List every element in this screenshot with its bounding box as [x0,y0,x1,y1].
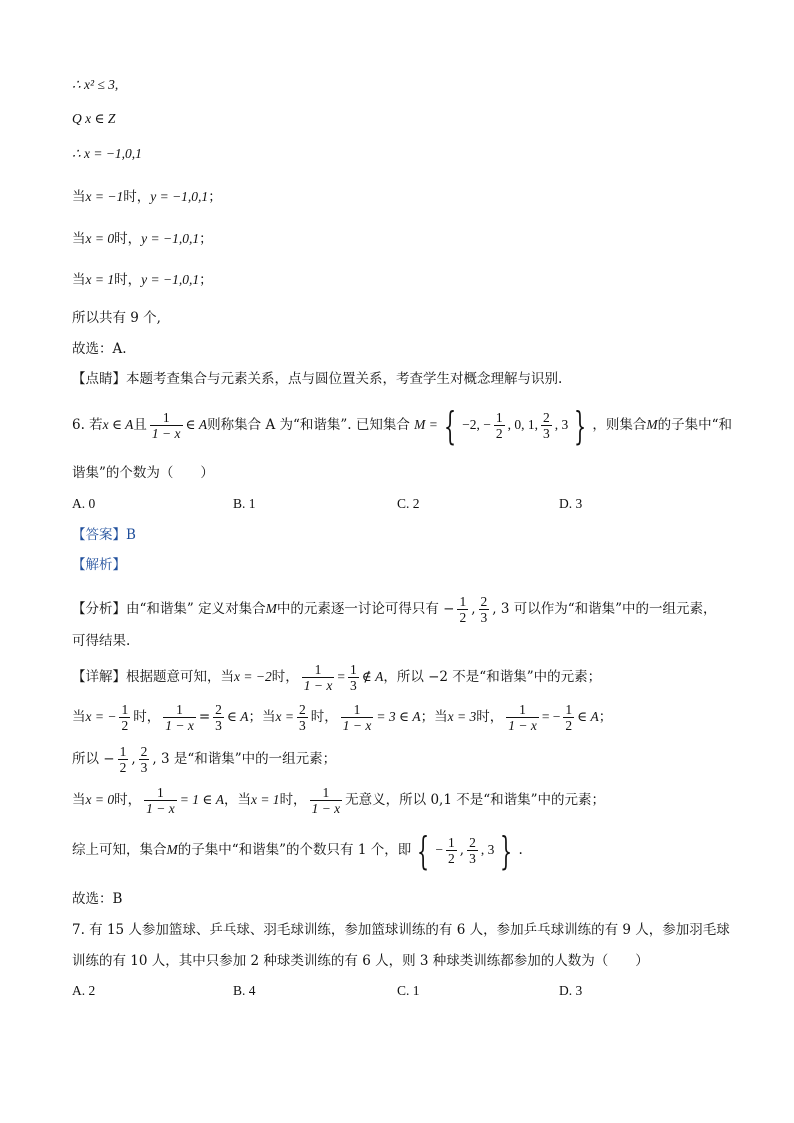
numerator: 1 [349,662,357,677]
text: ； [199,272,213,288]
denominator: 1 − x [151,426,181,441]
text: ； [199,231,213,247]
numerator: 1 [150,410,183,426]
math: x ∈ A [102,417,134,432]
numerator: 2 [299,702,306,717]
math: x = 3 [447,709,477,724]
text: ；当 [420,709,448,725]
q7-option-c[interactable]: C. 1 [397,983,420,998]
question-7-stem-line1: 7. 有 15 人参加篮球、乒乓球、羽毛球训练，参加篮球训练的有 6 人，参加乒乓球训练的有 9 人，参加羽毛球 [72,922,730,938]
math: − [435,842,444,857]
fraction [541,410,552,441]
numerator: 1 [302,662,335,678]
q7-option-b[interactable]: B. 4 [233,983,256,998]
text: 且 [133,417,147,433]
fraction [446,835,457,866]
math: y = −1,0,1 [141,231,200,246]
fraction [144,785,177,816]
q6-option-a[interactable]: A. 0 [72,496,96,511]
math: x = 1 [85,272,115,287]
right-brace: } [574,403,587,448]
text: ，则集合 [592,417,647,433]
math: x = − [85,709,117,724]
numerator: 1 [119,744,127,759]
text: 综上可知，集合 [72,842,167,858]
denominator: 3 [215,718,222,733]
denominator: 1 − x [146,801,175,816]
denominator: 1 − x [342,718,372,733]
denominator: 2 [119,760,127,775]
xiangjie-tag: 【详解】 [72,669,126,685]
fraction [302,662,335,693]
q6-xiangjie-line5: 综上可知，集合M的子集中“和谐集”的个数只有 1 个，即 { − $\frac{1}{2}$ , $\frac{2}{3}$ , 3 } . [72,828,523,873]
text: 时， [114,272,142,288]
denominator: 2 [459,610,467,625]
denominator: 2 [121,718,129,733]
text: 当 [72,272,86,288]
math: ∉ A [361,669,384,684]
text: , 3 是“和谐集”中的一组元素； [152,751,337,767]
numerator: 1 [495,410,503,425]
math: = [337,669,345,684]
derivation-line-2: Q x ∈ Z [72,111,116,126]
math: ∈ A [226,709,249,724]
math: = 3 ∈ A [376,709,421,724]
q6-fenxi-line2: 可得结果. [72,633,131,649]
fraction [494,410,505,441]
math: y = −1,0,1 [141,272,200,287]
denominator: 2 [565,718,573,733]
denominator: 3 [349,678,357,693]
q6-fenxi: 【分析】由“和谐集” 定义对集合M中的元素逐一讨论可得只有 − $\frac{1}{2}$ , $\frac{2}{3}$ , 3 可以作为“和谐集”中的一组元素， [72,594,717,625]
denominator: 3 [299,718,306,733]
q6-number: 6. 若 [72,417,103,433]
denominator: 3 [469,851,476,866]
denominator: 1 − x [303,678,333,693]
fraction [506,702,539,733]
numerator: 2 [215,702,222,717]
text: 时， [114,792,142,808]
math: x = −1 [85,189,124,204]
text: ； [208,189,222,205]
numerator: 1 [310,785,343,801]
text: 所以 − [72,751,115,767]
case-x-1 [72,271,213,289]
question-7-stem-line2: 训练的有 10 人，其中只参加 2 种球类训练的有 6 人，则 3 种球类训练都参加的人数为（ ） [72,953,649,969]
numerator: 2 [480,594,488,609]
fraction [163,702,196,733]
fraction [297,702,308,733]
right-brace: } [500,828,513,873]
text: 时， [476,709,504,725]
numerator: 1 [506,702,539,718]
q6-xiangjie-line2: 当x = − $\frac{1}{2}$ 时， $\frac{1}{1 - x}$ = $\frac{2}{3}$ ∈ A；当x = $\frac{2}{3}$ 时， $\frac{1}{1 - x}$ = 3 ∈ A；当x = 3时， $\frac{1}{1 - x}$ = − $\frac{1}{2}$ ∈ A； [72,702,613,733]
numerator: 1 [144,785,177,801]
denominator: 3 [542,426,550,441]
question-6-stem [72,405,732,446]
fraction [119,702,130,733]
text: ，当 [223,792,251,808]
text: , 3 可以作为“和谐集”中的一组元素， [492,601,717,617]
denominator: 1 − x [508,718,537,733]
text: 当 [72,231,86,247]
math: x = [275,709,294,724]
q6-option-c[interactable]: C. 2 [397,496,420,511]
numerator: 1 [459,594,467,609]
q6-xiangjie-line4 [72,782,605,818]
q6-xiangjie-line3: 所以 − $\frac{1}{2}$ , $\frac{2}{3}$ , 3 是“和谐集”中的一组元素； [72,744,337,775]
numerator: 2 [140,744,148,759]
denominator: 3 [140,760,148,775]
fraction [150,410,183,441]
text: . [518,842,523,858]
text: ，所以 −2 不是“和谐集”中的元素； [383,669,602,685]
q6-option-d[interactable]: D. 3 [559,496,583,511]
math: M = [414,417,438,432]
text: 根据题意可知，当 [126,669,234,685]
math: , 3 [480,842,495,857]
q6-option-b[interactable]: B. 1 [233,496,256,511]
fraction [213,702,224,733]
text: 由“和谐集” 定义对集合 [126,601,266,617]
math: M [646,417,658,432]
text: 时， [271,669,299,685]
math: x = −2 [234,669,272,684]
left-brace: { [443,403,457,448]
math: , 0, 1, [507,417,538,432]
numerator: 2 [469,835,476,850]
math: = 1 ∈ A [179,792,224,807]
math: y = −1,0,1 [150,189,209,204]
math: x = 1 [250,792,280,807]
q6-choose: 故选：B [72,891,123,907]
text: 无意义，所以 0,1 不是“和谐集”中的元素； [345,792,606,808]
text: 的子集中“和谐集”的个数只有 1 个，即 [177,842,412,858]
denominator: 2 [448,851,455,866]
count-line: 所以共有 9 个, [72,310,161,326]
denominator: 2 [495,426,503,441]
text: 的子集中“和 [657,417,733,433]
fraction [341,702,374,733]
fraction [479,594,490,625]
q7-option-d[interactable]: D. 3 [559,983,583,998]
numerator: 2 [542,410,550,425]
numerator: 1 [448,835,455,850]
q6-xiangjie-line1 [72,659,601,695]
math: , 3 [554,417,569,432]
choice-line-a: 故选：A. [72,341,127,357]
denominator: 3 [480,610,488,625]
text: 当 [72,792,86,808]
fraction [563,702,574,733]
dianjing-tag: 【点睛】 [72,371,126,387]
math: x = 0 [85,231,115,246]
fraction [310,785,343,816]
math: −2, − [462,417,491,432]
text: 时， [279,792,307,808]
text: 时， [123,189,151,205]
question-6-stem-line2: 谐集”的个数为（ ） [72,465,214,481]
fraction [139,744,150,775]
numerator: 1 [341,702,374,718]
dianjing-line [72,370,562,388]
text: ； [598,709,613,725]
text: 时， [114,231,142,247]
fraction [348,662,359,693]
left-brace: { [417,828,430,873]
text: 时， [133,709,161,725]
numerator: 1 [121,702,129,717]
numerator: 1 [565,702,573,717]
math: = − [541,709,561,724]
denominator: 1 − x [165,718,194,733]
case-x-0 [72,230,213,248]
text: ；当 [248,709,276,725]
text: 时， [310,709,338,725]
math: M [265,601,277,616]
derivation-line-3: ∴ x = −1,0,1 [72,146,142,161]
math: x = 0 [85,792,115,807]
math: M [166,842,178,857]
text: 中的元素逐一讨论可得只有 − [276,601,455,617]
fraction [118,744,129,775]
q7-option-a[interactable]: A. 2 [72,983,96,998]
fraction [457,594,468,625]
q6-jiexi-tag: 【解析】 [72,557,126,573]
fraction [467,835,478,866]
fenxi-tag: 【分析】 [72,601,126,617]
dianjing-text: 本题考查集合与元素关系，点与圆位置关系，考查学生对概念理解与识别. [126,371,563,387]
denominator: 1 − x [311,801,341,816]
math: ∈ A [185,417,208,432]
text: 则称集合 A 为“和谐集”. 已知集合 [207,417,410,433]
text: 当 [72,189,86,205]
math: ∈ A [577,709,599,724]
text: 当 [72,709,86,725]
case-x-neg1 [72,188,222,206]
numerator: 1 [163,702,196,718]
derivation-line-1: ∴ x² ≤ 3, [72,77,119,92]
q6-answer: 【答案】B [72,527,136,543]
